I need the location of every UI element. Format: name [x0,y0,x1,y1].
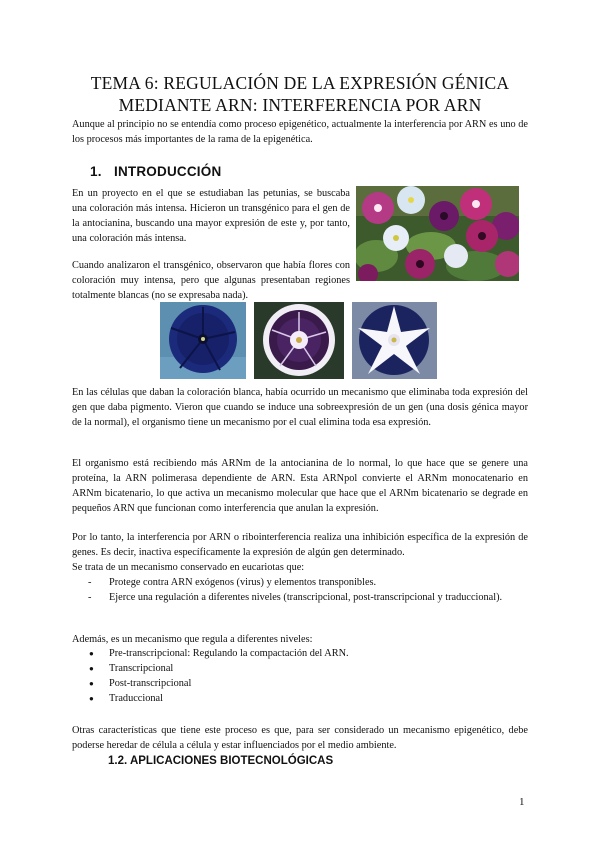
list-item [72,575,528,590]
dash-list [72,575,528,605]
section-heading-introduccion [90,164,221,179]
paragraph-caracteristicas: Otras características que tiene este proceso es que, para ser considerado un mecanismo epigenético, debe poderse heredar de célula a célula y estar influenciados por el medio ambiente. [72,725,528,751]
paragraph-niveles: Además, es un mecanismo que regula a diferentes niveles: [72,634,313,645]
title-line-1: TEMA 6: REGULACIÓN DE LA EXPRESIÓN GÉNICA [90,73,510,93]
section-heading-aplicaciones: 1.2. APLICACIONES BIOTECNOLÓGICAS [108,755,334,767]
intro-paragraph: Aunque al principio no se entendía como proceso epigenético, actualmente la interferencia por ARN es uno de los procesos más importantes de la rama de la epigenética. [72,119,528,145]
list-item [72,590,528,605]
list-item-text: Transcripcional [109,663,174,674]
page-number: 1 [519,796,525,808]
paragraph-arnm: El organismo está recibiendo más ARNm de la antocianina de lo normal, lo que hace que se genere una proteína, la ARN polimerasa dependiente de ARN. Esta ARNpol convierte el ARNm monocatenario en ARNm bicatenario, lo que activa un mecanismo molecular que hace que el ARNm bicatenario se degrade en pequeños ARN que funcionan como interferencia que anulan la expresión. [72,458,528,514]
list-item-text: Post-transcripcional [109,678,192,689]
list-item [72,691,528,706]
petunia-white-ring-photo [254,302,344,379]
section-title: INTRODUCCIÓN [114,164,222,179]
paragraph-mecanismo-conservado: Se trata de un mecanismo conservado en eucariotas que: [72,562,305,573]
list-item-text: Protege contra ARN exógenos (virus) y elementos transponibles. [109,577,377,588]
list-item-text: Traduccional [109,693,163,704]
paragraph-petunias: En un proyecto en el que se estudiaban las petunias, se buscaba una coloración más intensa. Hicieron un transgénico para el gen de la antocianina, buscando una mayor expresión de este y, por tanto, una coloración más intensa. [72,188,350,244]
bullet-list [72,646,528,706]
list-item [72,646,528,661]
bullet-icon: ● [89,649,94,658]
dash-marker: - [88,592,92,603]
paragraph-transgenico: Cuando analizaron el transgénico, observaron que había flores con coloración muy intensa, pero que algunas presentaban regiones totalmente blancas (no se expresaba nada). [72,260,350,301]
page-title [60,72,540,116]
paragraph-celulas-blancas: En las células que daban la coloración blanca, había ocurrido un mecanismo que eliminaba toda expresión del gen que daba pigmento. Vieron que cuando se induce una sobreexpresión de un gen (una dosis génica mayor de la normal), el organismo tiene un mecanismo por el cual elimina toda esa expresión. [72,387,528,428]
petunia-bed-photo [356,186,519,281]
list-item [72,661,528,676]
paragraph-ribointerferencia: Por lo tanto, la interferencia por ARN o ribointerferencia realiza una inhibición específica de la expresión de genes. Es decir, inactiva específicamente la expresión de algún gen determinado. [72,532,528,558]
list-item-text: Pre-transcripcional: Regulando la compactación del ARN. [109,648,349,659]
bullet-icon: ● [89,694,94,703]
title-line-2: MEDIANTE ARN: INTERFERENCIA POR ARN [118,95,482,115]
bullet-icon: ● [89,664,94,673]
dash-marker: - [88,577,92,588]
list-item [72,676,528,691]
petunia-white-star-photo [352,302,437,379]
bullet-icon: ● [89,679,94,688]
list-item-text: Ejerce una regulación a diferentes niveles (transcripcional, post-transcripcional y traduccional). [109,592,503,603]
petunia-blue-photo [160,302,246,379]
section-number: 1. [90,164,102,179]
